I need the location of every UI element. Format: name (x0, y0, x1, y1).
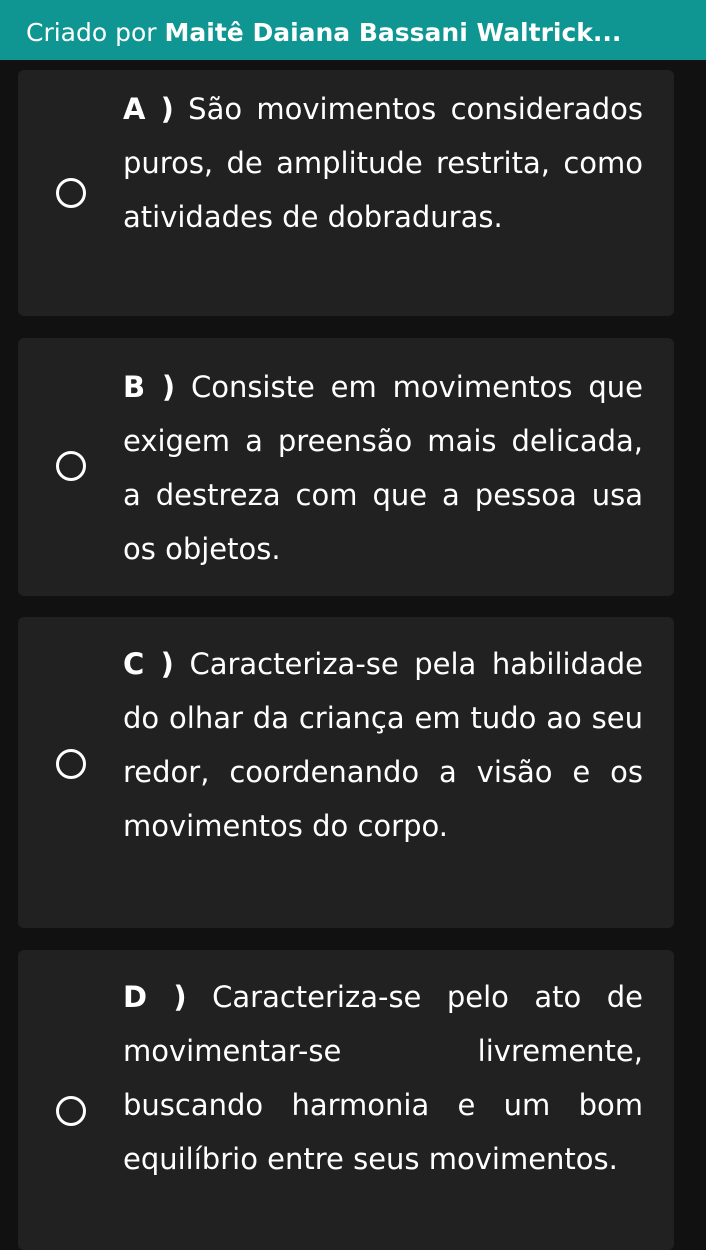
option-b-text (123, 360, 643, 576)
header-prefix: Criado por (26, 18, 157, 47)
option-b[interactable] (18, 338, 674, 596)
radio-button-b[interactable] (56, 451, 86, 481)
option-a[interactable] (18, 70, 674, 316)
option-b-body: Consiste em movimentos que exigem a preensão mais delicada, a destreza com que a pessoa usa os objetos. (123, 370, 643, 566)
option-c-text (123, 637, 643, 853)
option-d-body: Caracteriza-se pelo ato de movimentar-se livremente, buscando harmonia e um bom equilíbrio entre seus movimentos. (123, 980, 643, 1176)
option-a-body: São movimentos considerados puros, de amplitude restrita, como atividades de dobraduras. (123, 92, 644, 234)
option-c[interactable] (18, 617, 674, 928)
header-author: Maitê Daiana Bassani Waltrick... (164, 18, 622, 47)
radio-button-a[interactable] (56, 178, 86, 208)
option-a-text (123, 82, 643, 244)
radio-button-c[interactable] (56, 749, 86, 779)
header-bar (0, 0, 706, 60)
option-b-letter: B ) (123, 370, 176, 404)
option-c-letter: C ) (123, 647, 174, 681)
option-d[interactable] (18, 950, 674, 1250)
option-a-letter: A ) (123, 92, 174, 126)
option-c-body: Caracteriza-se pela habilidade do olhar da criança em tudo ao seu redor, coordenando a visão e os movimentos do corpo. (123, 647, 644, 843)
radio-button-d[interactable] (56, 1096, 86, 1126)
option-d-text (123, 970, 643, 1186)
option-d-letter: D ) (123, 980, 187, 1014)
